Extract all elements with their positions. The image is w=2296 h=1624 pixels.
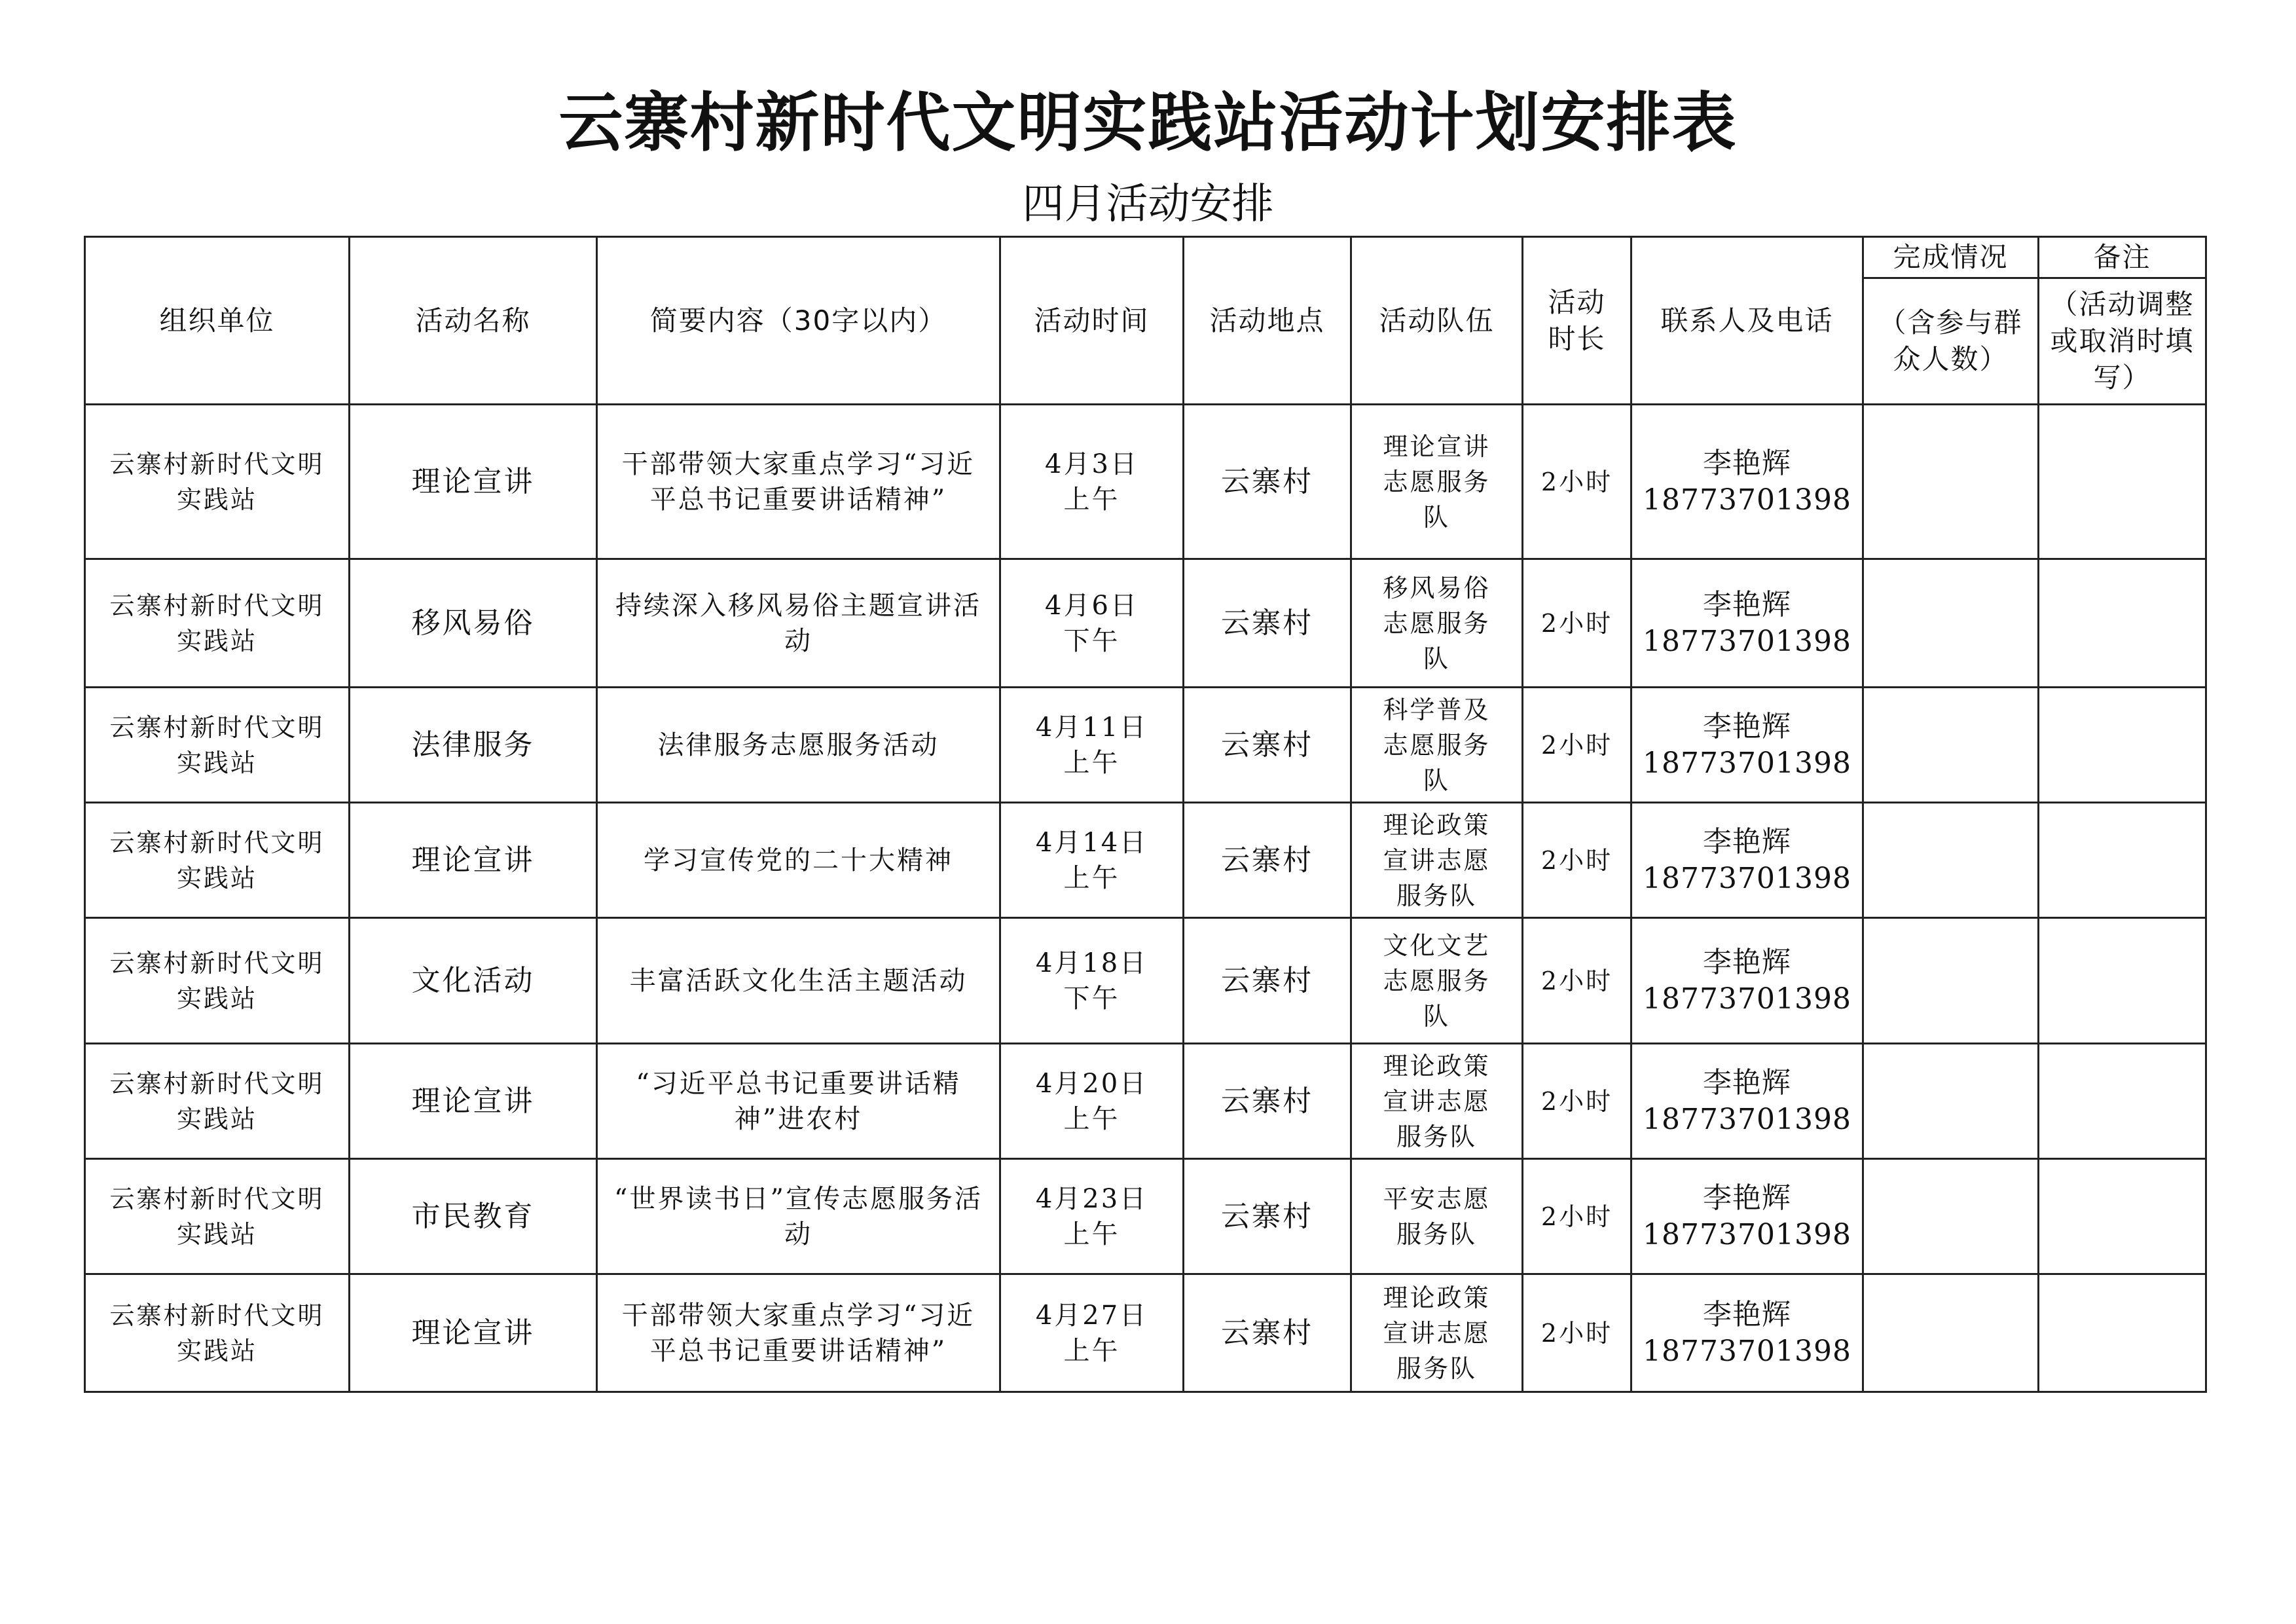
- header-note: 备注: [2039, 237, 2206, 278]
- contact-name: 李艳辉: [1703, 709, 1791, 743]
- cell-contact: [1631, 405, 1863, 559]
- cell-content: 持续深入移风易俗主题宣讲活动: [597, 559, 1000, 688]
- table-body: [85, 405, 2206, 1392]
- header-content: 简要内容（30字以内）: [597, 237, 1000, 405]
- contact-phone: 18773701398: [1643, 624, 1851, 658]
- activity-period: 上午: [1063, 1219, 1120, 1249]
- cell-activity-name: 理论宣讲: [350, 803, 597, 918]
- activity-period: 上午: [1063, 747, 1120, 778]
- header-contact: 联系人及电话: [1631, 237, 1863, 405]
- cell-contact: [1631, 918, 1863, 1044]
- header-activity-name: 活动名称: [350, 237, 597, 405]
- cell-activity-name: 市民教育: [350, 1159, 597, 1274]
- cell-org: 云寨村新时代文明实践站: [85, 688, 350, 803]
- contact-name: 李艳辉: [1703, 1181, 1791, 1215]
- cell-time: [1000, 1044, 1184, 1159]
- page-subtitle: 四月活动安排: [1022, 180, 1274, 229]
- header-duration: 活动时长: [1523, 237, 1631, 405]
- cell-place: 云寨村: [1184, 1044, 1351, 1159]
- header-place: 活动地点: [1184, 237, 1351, 405]
- cell-duration: 2小时: [1523, 918, 1631, 1044]
- cell-completion: [1863, 1274, 2039, 1392]
- table-row: [85, 918, 2206, 1044]
- cell-content: 干部带领大家重点学习“习近平总书记重要讲话精神”: [597, 1274, 1000, 1392]
- cell-org: 云寨村新时代文明实践站: [85, 1044, 350, 1159]
- cell-activity-name: 移风易俗: [350, 559, 597, 688]
- cell-place: 云寨村: [1184, 1159, 1351, 1274]
- contact-phone: 18773701398: [1643, 982, 1851, 1016]
- contact-phone: 18773701398: [1643, 746, 1851, 780]
- cell-completion: [1863, 688, 2039, 803]
- cell-org: 云寨村新时代文明实践站: [85, 918, 350, 1044]
- cell-activity-name: 法律服务: [350, 688, 597, 803]
- cell-time: [1000, 688, 1184, 803]
- cell-place: 云寨村: [1184, 405, 1351, 559]
- activity-date: 4月18日: [1035, 948, 1148, 978]
- cell-note: [2039, 405, 2206, 559]
- cell-note: [2039, 1159, 2206, 1274]
- table-row: [85, 405, 2206, 559]
- cell-completion: [1863, 918, 2039, 1044]
- cell-org: 云寨村新时代文明实践站: [85, 1274, 350, 1392]
- cell-time: [1000, 803, 1184, 918]
- cell-org: 云寨村新时代文明实践站: [85, 803, 350, 918]
- cell-duration: 2小时: [1523, 405, 1631, 559]
- activity-period: 上午: [1063, 1103, 1120, 1134]
- contact-phone: 18773701398: [1643, 1217, 1851, 1251]
- cell-place: 云寨村: [1184, 803, 1351, 918]
- contact-phone: 18773701398: [1643, 483, 1851, 517]
- cell-completion: [1863, 559, 2039, 688]
- cell-completion: [1863, 803, 2039, 918]
- activity-date: 4月6日: [1045, 590, 1139, 621]
- cell-completion: [1863, 1044, 2039, 1159]
- activity-date: 4月11日: [1035, 712, 1148, 743]
- cell-content: 干部带领大家重点学习“习近平总书记重要讲话精神”: [597, 405, 1000, 559]
- cell-team: 文化文艺志愿服务队: [1351, 918, 1523, 1044]
- cell-contact: [1631, 1159, 1863, 1274]
- cell-duration: 2小时: [1523, 1274, 1631, 1392]
- contact-phone: 18773701398: [1643, 1334, 1851, 1368]
- cell-team: 理论宣讲志愿服务队: [1351, 405, 1523, 559]
- header-note-detail: （活动调整或取消时填写）: [2039, 278, 2206, 405]
- contact-name: 李艳辉: [1703, 824, 1791, 858]
- activity-date: 4月20日: [1035, 1068, 1148, 1099]
- cell-activity-name: 文化活动: [350, 918, 597, 1044]
- table-header-row: [85, 237, 2206, 278]
- cell-duration: 2小时: [1523, 688, 1631, 803]
- cell-org: 云寨村新时代文明实践站: [85, 559, 350, 688]
- cell-org: 云寨村新时代文明实践站: [85, 405, 350, 559]
- activity-date: 4月14日: [1035, 827, 1148, 858]
- header-team: 活动队伍: [1351, 237, 1523, 405]
- table-row: [85, 1159, 2206, 1274]
- cell-contact: [1631, 1274, 1863, 1392]
- table-row: [85, 559, 2206, 688]
- cell-contact: [1631, 688, 1863, 803]
- cell-time: [1000, 1274, 1184, 1392]
- cell-content: “习近平总书记重要讲话精神”进农村: [597, 1044, 1000, 1159]
- cell-place: 云寨村: [1184, 559, 1351, 688]
- cell-duration: 2小时: [1523, 1159, 1631, 1274]
- activity-date: 4月27日: [1035, 1300, 1148, 1331]
- cell-note: [2039, 688, 2206, 803]
- cell-note: [2039, 803, 2206, 918]
- activity-period: 上午: [1063, 862, 1120, 893]
- cell-org: 云寨村新时代文明实践站: [85, 1159, 350, 1274]
- cell-duration: 2小时: [1523, 803, 1631, 918]
- activity-period: 下午: [1063, 625, 1120, 656]
- cell-team: 平安志愿服务队: [1351, 1159, 1523, 1274]
- activity-date: 4月23日: [1035, 1183, 1148, 1214]
- cell-contact: [1631, 559, 1863, 688]
- contact-name: 李艳辉: [1703, 1297, 1791, 1331]
- contact-phone: 18773701398: [1643, 861, 1851, 895]
- activity-period: 上午: [1063, 1335, 1120, 1366]
- cell-contact: [1631, 1044, 1863, 1159]
- cell-place: 云寨村: [1184, 688, 1351, 803]
- cell-place: 云寨村: [1184, 1274, 1351, 1392]
- contact-name: 李艳辉: [1703, 446, 1791, 480]
- cell-time: [1000, 918, 1184, 1044]
- cell-team: 移风易俗志愿服务队: [1351, 559, 1523, 688]
- cell-content: 学习宣传党的二十大精神: [597, 803, 1000, 918]
- cell-content: 丰富活跃文化生活主题活动: [597, 918, 1000, 1044]
- activity-date: 4月3日: [1045, 449, 1139, 479]
- table-row: [85, 688, 2206, 803]
- cell-activity-name: 理论宣讲: [350, 1274, 597, 1392]
- cell-duration: 2小时: [1523, 559, 1631, 688]
- table-row: [85, 803, 2206, 918]
- table-row: [85, 1274, 2206, 1392]
- cell-team: 理论政策宣讲志愿服务队: [1351, 803, 1523, 918]
- cell-team: 科学普及志愿服务队: [1351, 688, 1523, 803]
- cell-note: [2039, 918, 2206, 1044]
- activity-period: 上午: [1063, 484, 1120, 515]
- cell-time: [1000, 405, 1184, 559]
- page-title: 云寨村新时代文明实践站活动计划安排表: [558, 86, 1738, 160]
- cell-place: 云寨村: [1184, 918, 1351, 1044]
- cell-time: [1000, 1159, 1184, 1274]
- contact-name: 李艳辉: [1703, 1065, 1791, 1099]
- cell-duration: 2小时: [1523, 1044, 1631, 1159]
- activity-period: 下午: [1063, 983, 1120, 1014]
- header-time: 活动时间: [1000, 237, 1184, 405]
- header-completion-detail: （含参与群众人数）: [1863, 278, 2039, 405]
- cell-content: 法律服务志愿服务活动: [597, 688, 1000, 803]
- cell-activity-name: 理论宣讲: [350, 1044, 597, 1159]
- cell-contact: [1631, 803, 1863, 918]
- contact-name: 李艳辉: [1703, 587, 1791, 621]
- header-completion: 完成情况: [1863, 237, 2039, 278]
- cell-note: [2039, 559, 2206, 688]
- table-row: [85, 1044, 2206, 1159]
- cell-team: 理论政策宣讲志愿服务队: [1351, 1274, 1523, 1392]
- cell-team: 理论政策宣讲志愿服务队: [1351, 1044, 1523, 1159]
- cell-content: “世界读书日”宣传志愿服务活动: [597, 1159, 1000, 1274]
- cell-activity-name: 理论宣讲: [350, 405, 597, 559]
- cell-note: [2039, 1044, 2206, 1159]
- cell-completion: [1863, 405, 2039, 559]
- cell-time: [1000, 559, 1184, 688]
- cell-completion: [1863, 1159, 2039, 1274]
- activity-plan-table: [84, 236, 2207, 1393]
- contact-phone: 18773701398: [1643, 1102, 1851, 1136]
- header-org: 组织单位: [85, 237, 350, 405]
- cell-note: [2039, 1274, 2206, 1392]
- contact-name: 李艳辉: [1703, 945, 1791, 979]
